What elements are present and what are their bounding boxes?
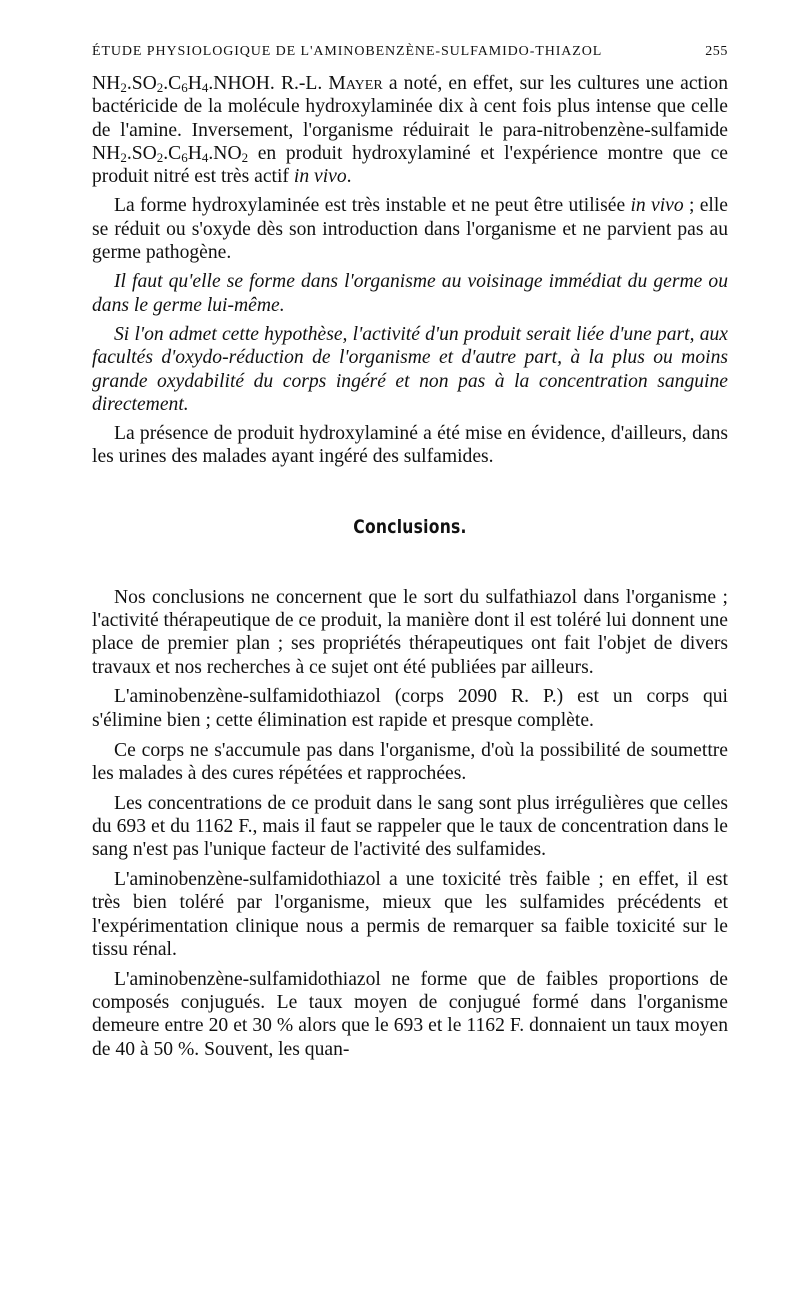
paragraph: L'aminobenzène-sulfamidothiazol (corps 2090 R. P.) est un corps qui s'élimine bien ; cette élimination est rapide et presque complète. xyxy=(92,686,728,731)
paragraph: Nos conclusions ne concernent que le sort du sulfathiazol dans l'organisme ; l'activité thérapeutique de ce produit, la manière dont il est toléré lui donnent une place de premier plan ; ses propriétés thérapeutiques ont fait l'objet de divers travaux et nos recherches à ce sujet ont été publiées par ailleurs. xyxy=(92,586,728,678)
page xyxy=(92,44,728,1061)
paragraph: La présence de produit hydroxylaminé a été mise en évidence, d'ailleurs, dans les urines des malades ayant ingéré des sulfamides. xyxy=(92,423,728,468)
paragraph: L'aminobenzène-sulfamidothiazol ne forme que de faibles proportions de composés conjugués. Le taux moyen de conjugué formé dans l'organisme demeure entre 20 et 30 % alors que le 693 et le 1162 F. donnaient un taux moyen de 40 à 50 %. Souvent, les quan- xyxy=(92,968,728,1060)
conclusions-section xyxy=(92,586,728,1061)
formula-hydroxylamine: $NH_2.SO_2.C_6H_4.NHOH$. xyxy=(92,73,275,95)
section-title: Conclusions. xyxy=(353,515,467,538)
formula-nitro: $NH_2.SO_2.C_6H_4.NO_2$ xyxy=(92,142,249,165)
paragraph: L'aminobenzène-sulfamidothiazol a une toxicité très faible ; en effet, il est très bien toléré par l'organisme, mieux que les sulfamides précédents et l'expérimentation clinique nous a permis de remarquer sa faible toxicité sur le tissu rénal. xyxy=(92,869,728,960)
running-title: ÉTUDE PHYSIOLOGIQUE DE L'AMINOBENZÈNE-SULFAMIDO-THIAZOL xyxy=(92,44,603,59)
paragraph-italic: Si l'on admet cette hypothèse, l'activité d'un produit serait liée d'une part, aux facultés d'oxydo-réduction de l'organisme et d'autre part, à la plus ou moins grande oxydabilité du corps ingéré et non pas à la concentration sanguine directement. xyxy=(92,323,728,415)
paragraph: Les concentrations de ce produit dans le sang sont plus irrégulières que celles du 693 et du 1162 F., mais il faut se rappeler que le taux de concentration dans le sang n'est pas l'unique facteur de l'activité des sulfamides. xyxy=(92,792,728,861)
running-header xyxy=(92,44,728,60)
page-number: 255 xyxy=(705,44,728,59)
paragraph: Ce corps ne s'accumule pas dans l'organisme, d'où la possibilité de soumettre les malades à des cures répétées et rapprochées. xyxy=(92,739,728,784)
paragraph: $NH_2.SO_2.C_6H_4.NHOH$. R.-L. Mayer a noté, en effet, sur les cultures une action bactéricide de la molécule hydroxylaminée dix à cent fois plus intense que celle de l'amine. Inversement, l'organisme réduirait le para-nitrobenzène-sulfamide $NH_2.SO_2.C_6H_4.NO_2$ en produit hydroxylaminé et l'expérience montre que ce produit nitré est très actif in vivo. xyxy=(92,73,729,188)
paragraph-italic: Il faut qu'elle se forme dans l'organisme au voisinage immédiat du germe ou dans le germe lui-même. xyxy=(92,271,728,316)
paragraph: La forme hydroxylaminée est très instable et ne peut être utilisée in vivo ; elle se réduit ou s'oxyde dès son introduction dans l'organisme et ne parvient pas au germe pathogène. xyxy=(92,195,728,264)
author-name: R.-L. Mayer xyxy=(280,73,383,94)
